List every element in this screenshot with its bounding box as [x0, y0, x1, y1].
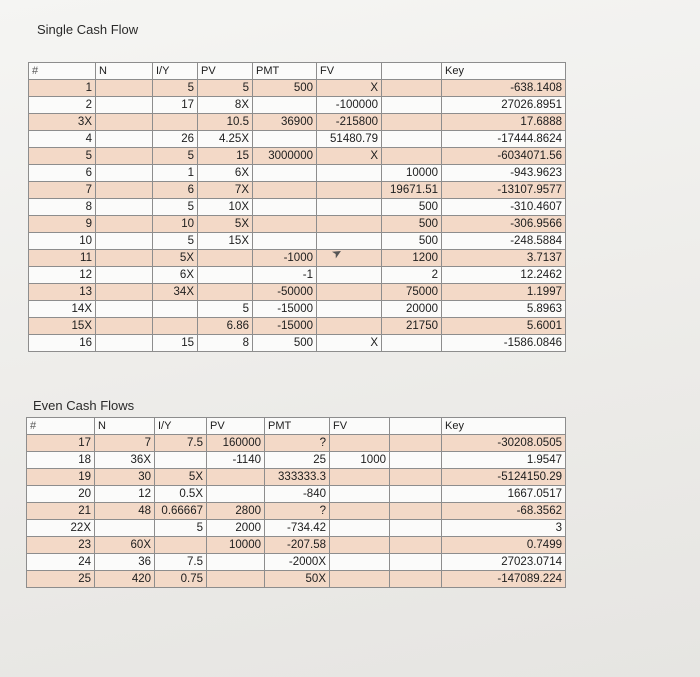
column-header	[382, 63, 442, 80]
table-cell: -15000	[253, 318, 317, 335]
table-cell	[330, 520, 390, 537]
table-cell: 5	[198, 80, 253, 97]
table-cell: 23	[27, 537, 95, 554]
table-cell: -306.9566	[442, 216, 566, 233]
table-cell: 21750	[382, 318, 442, 335]
table-cell	[253, 131, 317, 148]
table-cell	[96, 335, 153, 352]
table-cell	[207, 571, 265, 588]
table-cell	[382, 131, 442, 148]
table-cell: 21	[27, 503, 95, 520]
table-row	[27, 554, 566, 571]
table-cell: 1	[153, 165, 198, 182]
table-cell	[390, 520, 442, 537]
table-cell: 36900	[253, 114, 317, 131]
table-cell: 8X	[198, 97, 253, 114]
column-header: N	[95, 418, 155, 435]
table-cell	[390, 435, 442, 452]
table-cell: 2000	[207, 520, 265, 537]
table-cell: 20000	[382, 301, 442, 318]
column-header: Key	[442, 63, 566, 80]
table-cell: -638.1408	[442, 80, 566, 97]
table-cell	[382, 335, 442, 352]
column-header: I/Y	[153, 63, 198, 80]
table-cell	[198, 284, 253, 301]
table-cell	[155, 452, 207, 469]
table-cell: 36	[95, 554, 155, 571]
table-cell: 0.5X	[155, 486, 207, 503]
table-cell: X	[317, 335, 382, 352]
table-cell: -207.58	[265, 537, 330, 554]
table-cell: 34X	[153, 284, 198, 301]
table-cell: 8	[198, 335, 253, 352]
even-cash-flows-table	[26, 417, 566, 588]
column-header: I/Y	[155, 418, 207, 435]
table-cell: 5	[153, 148, 198, 165]
table-row	[29, 114, 566, 131]
table-cell	[253, 182, 317, 199]
table-cell: 6	[29, 165, 96, 182]
table-cell	[96, 318, 153, 335]
table-cell: 2800	[207, 503, 265, 520]
table-cell	[96, 199, 153, 216]
table-cell	[382, 80, 442, 97]
table-cell	[96, 182, 153, 199]
table-cell	[317, 233, 382, 250]
column-header	[390, 418, 442, 435]
table-cell	[390, 554, 442, 571]
table-cell	[253, 233, 317, 250]
table-cell: -1	[253, 267, 317, 284]
table-cell	[390, 571, 442, 588]
table-row	[29, 335, 566, 352]
table-cell: 12	[29, 267, 96, 284]
table-cell	[153, 301, 198, 318]
table-cell	[253, 165, 317, 182]
table-cell: 10	[153, 216, 198, 233]
table-cell: -943.9623	[442, 165, 566, 182]
table-cell: 8	[29, 199, 96, 216]
table-cell: -17444.8624	[442, 131, 566, 148]
table-row	[29, 301, 566, 318]
table-cell: 12	[95, 486, 155, 503]
table-cell: -310.4607	[442, 199, 566, 216]
table-row	[29, 284, 566, 301]
table-cell: 4	[29, 131, 96, 148]
table-cell	[317, 165, 382, 182]
even-cash-flows-title: Even Cash Flows	[33, 398, 135, 413]
table-row	[29, 267, 566, 284]
table-cell	[96, 80, 153, 97]
column-header: PV	[198, 63, 253, 80]
table-cell: 0.75	[155, 571, 207, 588]
table-cell: -840	[265, 486, 330, 503]
table-cell	[95, 520, 155, 537]
table-row	[27, 435, 566, 452]
table-cell: -2000X	[265, 554, 330, 571]
table-cell	[330, 435, 390, 452]
table-row	[27, 537, 566, 554]
table-row	[27, 520, 566, 537]
table-cell: 5X	[155, 469, 207, 486]
table-cell: -100000	[317, 97, 382, 114]
table-cell: 6.86	[198, 318, 253, 335]
table-cell: 0.7499	[442, 537, 566, 554]
table-cell: 16	[29, 335, 96, 352]
table-cell: 4.25X	[198, 131, 253, 148]
table-cell: -215800	[317, 114, 382, 131]
table-cell	[317, 216, 382, 233]
table-cell	[390, 469, 442, 486]
table-cell: -5124150.29	[442, 469, 566, 486]
table-cell: X	[317, 148, 382, 165]
table-row	[29, 97, 566, 114]
table-cell: 25	[265, 452, 330, 469]
table-row	[29, 318, 566, 335]
table-cell: 22X	[27, 520, 95, 537]
table-cell: 2	[382, 267, 442, 284]
column-header: N	[96, 63, 153, 80]
table-cell: 14X	[29, 301, 96, 318]
table-cell	[153, 114, 198, 131]
table-cell: 30	[95, 469, 155, 486]
table-cell: 26	[153, 131, 198, 148]
table-cell: 17.6888	[442, 114, 566, 131]
table-cell: 5.6001	[442, 318, 566, 335]
table-cell: 10000	[207, 537, 265, 554]
table-cell: ?	[265, 435, 330, 452]
column-header: FV	[330, 418, 390, 435]
table-cell: 1667.0517	[442, 486, 566, 503]
table-cell: -147089.224	[442, 571, 566, 588]
table-cell: 17	[27, 435, 95, 452]
table-cell: -6034071.56	[442, 148, 566, 165]
table-cell	[330, 537, 390, 554]
table-cell	[317, 267, 382, 284]
table-cell: 5.8963	[442, 301, 566, 318]
table-row	[27, 503, 566, 520]
table-row	[27, 486, 566, 503]
table-cell: 10.5	[198, 114, 253, 131]
table-cell: -15000	[253, 301, 317, 318]
table-cell	[382, 97, 442, 114]
table-cell	[96, 267, 153, 284]
table-cell	[207, 486, 265, 503]
table-cell	[317, 284, 382, 301]
table-cell: 500	[382, 216, 442, 233]
table-cell	[198, 267, 253, 284]
table-cell: 27026.8951	[442, 97, 566, 114]
table-cell: 500	[382, 199, 442, 216]
table-cell	[96, 250, 153, 267]
table-cell: 27023.0714	[442, 554, 566, 571]
table-cell	[330, 554, 390, 571]
table-cell: 10	[29, 233, 96, 250]
table-row	[27, 452, 566, 469]
table-cell: 24	[27, 554, 95, 571]
table-cell	[96, 301, 153, 318]
table-cell	[96, 165, 153, 182]
table-cell	[317, 182, 382, 199]
table-cell: -68.3562	[442, 503, 566, 520]
table-cell	[382, 114, 442, 131]
table-row	[29, 165, 566, 182]
table-cell	[198, 250, 253, 267]
table-cell: 10000	[382, 165, 442, 182]
table-cell	[317, 199, 382, 216]
table-cell: ?	[265, 503, 330, 520]
table-cell: 15X	[198, 233, 253, 250]
table-cell: 5	[153, 199, 198, 216]
table-cell	[96, 131, 153, 148]
table-cell: 1	[29, 80, 96, 97]
table-cell: 51480.79	[317, 131, 382, 148]
table-cell: 6X	[198, 165, 253, 182]
table-row	[29, 199, 566, 216]
table-cell: 20	[27, 486, 95, 503]
table-cell: -13107.9577	[442, 182, 566, 199]
table-cell: 10X	[198, 199, 253, 216]
table-cell	[96, 233, 153, 250]
table-cell: 7.5	[155, 435, 207, 452]
table-cell: 19	[27, 469, 95, 486]
table-cell	[330, 571, 390, 588]
table-cell	[207, 554, 265, 571]
table-cell: 500	[253, 80, 317, 97]
table-cell	[382, 148, 442, 165]
table-cell: 7X	[198, 182, 253, 199]
table-cell: 5X	[198, 216, 253, 233]
table-cell: 3X	[29, 114, 96, 131]
table-cell: -1140	[207, 452, 265, 469]
table-cell: 5	[153, 80, 198, 97]
table-cell	[153, 318, 198, 335]
column-header: PMT	[265, 418, 330, 435]
table-cell	[96, 216, 153, 233]
table-cell: 60X	[95, 537, 155, 554]
table-cell: -734.42	[265, 520, 330, 537]
table-cell: 15X	[29, 318, 96, 335]
column-header: Key	[442, 418, 566, 435]
table-cell: 3000000	[253, 148, 317, 165]
single-cash-flow-title: Single Cash Flow	[37, 22, 139, 37]
table-cell: 1.9547	[442, 452, 566, 469]
table-cell: -1000	[253, 250, 317, 267]
table-row	[27, 469, 566, 486]
table-row	[29, 216, 566, 233]
table-cell: 13	[29, 284, 96, 301]
table-cell: 2	[29, 97, 96, 114]
table-cell	[155, 537, 207, 554]
table-cell	[330, 503, 390, 520]
table-cell: 3.7137	[442, 250, 566, 267]
table-cell: 36X	[95, 452, 155, 469]
table-cell: 5	[29, 148, 96, 165]
table-cell: 160000	[207, 435, 265, 452]
table-cell	[96, 97, 153, 114]
table-row	[29, 131, 566, 148]
table-cell: 17	[153, 97, 198, 114]
header-row	[29, 63, 566, 80]
table-cell: 420	[95, 571, 155, 588]
table-cell	[390, 486, 442, 503]
table-cell: 5	[153, 233, 198, 250]
table-cell: 5X	[153, 250, 198, 267]
column-header: PMT	[253, 63, 317, 80]
table-cell: 7	[29, 182, 96, 199]
table-cell	[390, 537, 442, 554]
table-cell: 50X	[265, 571, 330, 588]
column-header: #	[27, 418, 95, 435]
table-cell	[207, 469, 265, 486]
table-cell: 75000	[382, 284, 442, 301]
table-cell: 3	[442, 520, 566, 537]
table-cell: 6	[153, 182, 198, 199]
table-row	[29, 80, 566, 97]
table-cell	[317, 318, 382, 335]
table-cell: 15	[198, 148, 253, 165]
table-row	[29, 148, 566, 165]
table-cell	[390, 452, 442, 469]
table-cell	[96, 284, 153, 301]
column-header: FV	[317, 63, 382, 80]
table-cell: 19671.51	[382, 182, 442, 199]
table-cell: 1.1997	[442, 284, 566, 301]
table-row	[29, 182, 566, 199]
table-cell: -30208.0505	[442, 435, 566, 452]
table-cell: 5	[198, 301, 253, 318]
table-cell: 6X	[153, 267, 198, 284]
table-cell: 11	[29, 250, 96, 267]
table-cell: 7.5	[155, 554, 207, 571]
table-cell	[253, 199, 317, 216]
table-cell	[96, 148, 153, 165]
column-header: PV	[207, 418, 265, 435]
table-cell: 333333.3	[265, 469, 330, 486]
table-cell: 1000	[330, 452, 390, 469]
table-row	[29, 233, 566, 250]
table-cell: -1586.0846	[442, 335, 566, 352]
table-cell: 9	[29, 216, 96, 233]
table-cell	[317, 250, 382, 267]
table-cell: 15	[153, 335, 198, 352]
table-cell: 0.66667	[155, 503, 207, 520]
table-cell: 500	[382, 233, 442, 250]
table-cell: 25	[27, 571, 95, 588]
table-cell: 7	[95, 435, 155, 452]
header-row	[27, 418, 566, 435]
column-header: #	[29, 63, 96, 80]
table-cell: 1200	[382, 250, 442, 267]
cursor-arrow-icon: ➤	[329, 244, 345, 262]
single-cash-flow-table	[28, 62, 566, 352]
table-row	[27, 571, 566, 588]
table-cell: 18	[27, 452, 95, 469]
table-cell: 12.2462	[442, 267, 566, 284]
table-cell	[96, 114, 153, 131]
table-cell	[317, 301, 382, 318]
table-cell	[330, 486, 390, 503]
table-cell: -248.5884	[442, 233, 566, 250]
table-cell	[390, 503, 442, 520]
table-row	[29, 250, 566, 267]
table-cell	[253, 97, 317, 114]
table-cell	[330, 469, 390, 486]
table-cell: 500	[253, 335, 317, 352]
table-cell: X	[317, 80, 382, 97]
table-cell: 48	[95, 503, 155, 520]
table-cell	[253, 216, 317, 233]
table-cell: -50000	[253, 284, 317, 301]
table-cell: 5	[155, 520, 207, 537]
